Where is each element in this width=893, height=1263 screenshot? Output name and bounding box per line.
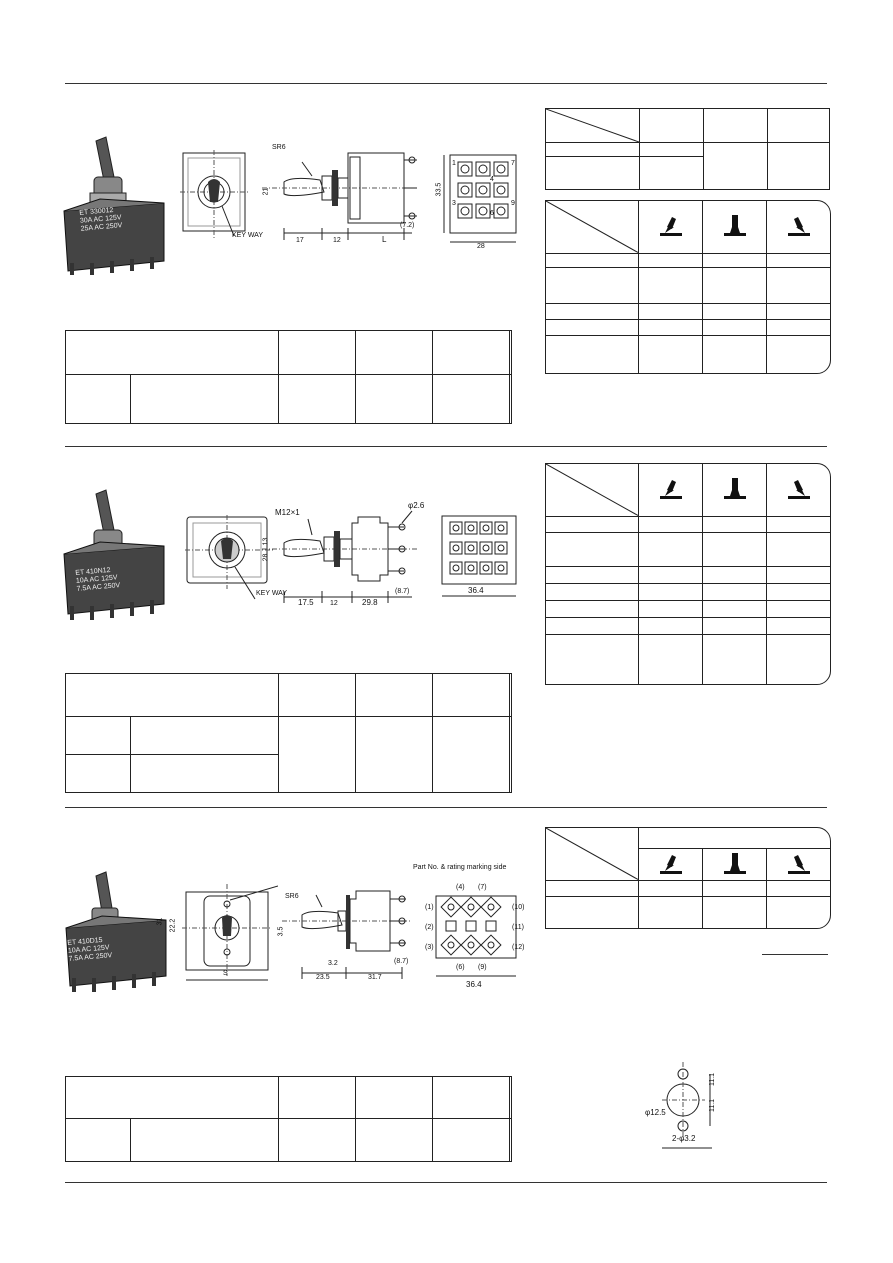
terminal-6-3: (6)	[456, 964, 465, 971]
terminal-1: 1	[452, 160, 456, 167]
dim-35-3: 3.5	[277, 926, 285, 937]
front-view-3	[168, 870, 278, 985]
toggle-left-icon	[656, 474, 686, 500]
photo-marking-2: ET 410N12 10A AC 125V 7.5A AC 250V	[75, 566, 121, 593]
rule-section3	[65, 807, 827, 808]
dim-364-2: 36.4	[468, 586, 484, 595]
terminal-7-3: (7)	[478, 884, 487, 891]
dim-12-1: 12	[333, 237, 341, 244]
dim-28-1: 28	[477, 243, 485, 250]
dim-28-2: 28	[262, 553, 270, 562]
dim-364-3: 36.4	[466, 980, 482, 989]
spec-table-1	[545, 108, 830, 190]
circuit-table-2	[545, 463, 831, 685]
terminal-9-3: (9)	[478, 964, 487, 971]
dim-31-3: 31	[156, 917, 164, 926]
dim-87-2: (8.7)	[395, 588, 410, 595]
dim-L-1: L	[382, 235, 387, 244]
panel-holes: 2-φ3.2	[672, 1134, 696, 1143]
switch-photo-3	[62, 870, 170, 998]
toggle-right-icon	[784, 474, 814, 500]
terminal-12-3: (12)	[512, 944, 525, 951]
dim-87-3: (8.7)	[394, 958, 409, 965]
key-way-label-1: KEY WAY	[232, 232, 263, 239]
panel-111b: 11.1	[709, 1098, 717, 1113]
dim-317-3: 31.7	[368, 974, 382, 981]
terminal-10-3: (10)	[512, 904, 525, 911]
dim-13-2: 13	[262, 537, 270, 546]
terminal-4-3: (4)	[456, 884, 465, 891]
dim-72-1: (7.2)	[400, 222, 415, 229]
dim-222-3: 22.2	[169, 918, 177, 933]
toggle-left-icon	[656, 211, 686, 237]
toggle-center-icon	[720, 849, 750, 875]
terminal-3-3: (3)	[425, 944, 434, 951]
toggle-right-icon	[784, 849, 814, 875]
switch-photo-1	[60, 133, 168, 278]
circuit-table-3	[545, 827, 831, 929]
side-view-3	[282, 885, 417, 985]
circuit-table-1	[545, 200, 831, 374]
ratings-table-2	[65, 673, 512, 793]
toggle-center-icon	[720, 474, 750, 500]
toggle-center-icon	[720, 211, 750, 237]
toggle-right-icon	[784, 211, 814, 237]
terminal-4: 4	[490, 176, 494, 183]
part-marking-label: Part No. & rating marking side	[413, 864, 507, 871]
photo-marking-3: ET 410D15 10A AC 125V 7.5A AC 250V	[67, 936, 113, 963]
front-view-1	[180, 150, 275, 245]
phi26-label: φ2.6	[408, 501, 425, 510]
terminal-9: 9	[511, 200, 515, 207]
short-rule	[762, 954, 828, 955]
ratings-table-3	[65, 1076, 512, 1162]
sr6-label-1: SR6	[272, 144, 286, 151]
rule-top	[65, 83, 827, 84]
terminal-2-3: (2)	[425, 924, 434, 931]
dim-235-3: 23.5	[316, 974, 330, 981]
sr6-label-3: SR6	[285, 893, 299, 900]
dim-17-1: 17	[296, 237, 304, 244]
dim-s-3: S	[223, 970, 228, 977]
side-view-1	[262, 148, 432, 248]
dim-21-1: 21	[262, 187, 270, 196]
rule-bottom	[65, 1182, 827, 1183]
terminal-6: 6	[490, 210, 494, 217]
terminal-7: 7	[511, 160, 515, 167]
toggle-left-icon	[656, 849, 686, 875]
dim-32-3: 3.2	[328, 960, 338, 967]
dim-175-2: 17.5	[298, 598, 314, 607]
panel-phi125: φ12.5	[645, 1108, 666, 1117]
m12-label: M12×1	[275, 508, 300, 517]
ratings-table-1	[65, 330, 512, 424]
dim-335-1: 33.5	[435, 182, 443, 197]
key-way-label-2: KEY WAY	[256, 590, 287, 597]
terminal-11-3: (11)	[512, 924, 524, 931]
dim-298-2: 29.8	[362, 598, 378, 607]
photo-marking-1: ET 330012 30A AC 125V 25A AC 250V	[79, 206, 123, 233]
rule-section2	[65, 446, 827, 447]
dim-12-2: 12	[330, 600, 338, 607]
panel-111a: 11.1	[709, 1072, 717, 1087]
terminal-1-3: (1)	[425, 904, 434, 911]
switch-photo-2	[60, 488, 168, 628]
terminal-3: 3	[452, 200, 456, 207]
side-view-2	[262, 505, 432, 615]
